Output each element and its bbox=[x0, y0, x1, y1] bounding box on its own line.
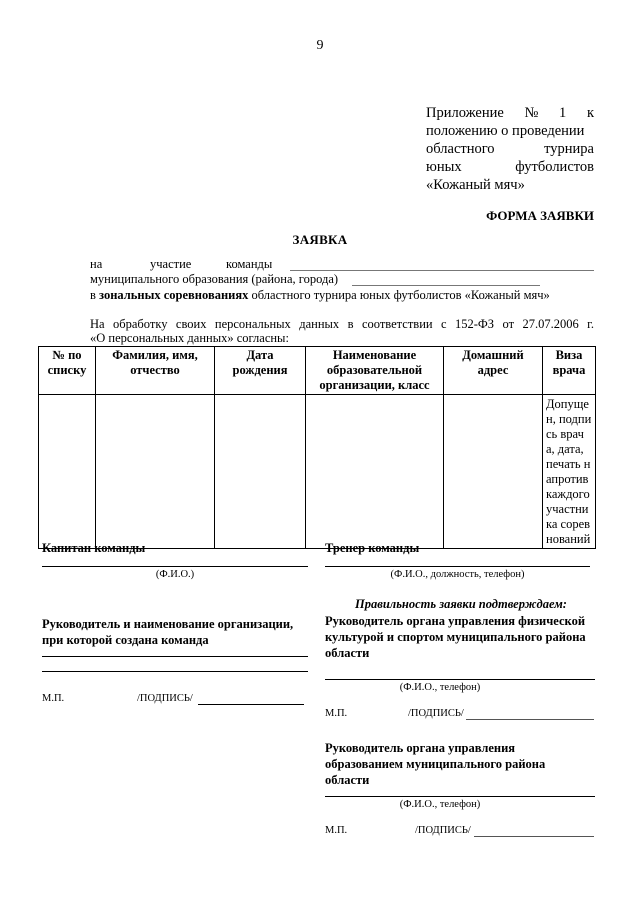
appendix-line-2: положению о проведении bbox=[426, 123, 585, 139]
table-cell[interactable] bbox=[444, 395, 543, 549]
coach-line[interactable] bbox=[325, 566, 590, 567]
municipal-name-line[interactable] bbox=[352, 285, 540, 286]
appendix-word: областного bbox=[426, 141, 495, 157]
edu-head-signature: /ПОДПИСЬ/ bbox=[415, 825, 471, 836]
appendix-word: № bbox=[524, 105, 539, 121]
org-head-signature: /ПОДПИСЬ/ bbox=[137, 693, 193, 704]
appendix-word: юных bbox=[426, 159, 462, 175]
appendix-line-4 bbox=[426, 158, 594, 176]
captain-label: Капитан команды bbox=[42, 541, 146, 555]
appendix-line-1 bbox=[426, 104, 594, 122]
edu-head-label-2: образованием муниципального района bbox=[325, 757, 546, 771]
intro-word-na: на bbox=[90, 257, 103, 271]
captain-caption: (Ф.И.О.) bbox=[155, 569, 195, 580]
municipal-label: муниципального образования (района, города) bbox=[90, 272, 339, 286]
appendix-word: к bbox=[586, 105, 594, 121]
sport-head-signature-line[interactable] bbox=[466, 719, 594, 720]
intro-word-uchastie: участие bbox=[150, 257, 192, 271]
table-cell[interactable] bbox=[39, 395, 96, 549]
table-header-cell: Наименование образовательной организации, класс bbox=[306, 347, 444, 395]
table-header-cell: Дата рождения bbox=[215, 347, 306, 395]
appendix-line-3 bbox=[426, 140, 594, 158]
tournament-name: областного турнира юных футболистов «Кожаный мяч» bbox=[251, 288, 550, 302]
page-number: 9 bbox=[316, 38, 324, 53]
edu-head-label-1: Руководитель органа управления bbox=[325, 741, 516, 755]
edu-head-signature-line[interactable] bbox=[474, 836, 594, 837]
appendix-word: Приложение bbox=[426, 105, 504, 121]
org-head-label-1: Руководитель и наименование организации, bbox=[42, 617, 294, 631]
org-head-mp: М.П. bbox=[42, 693, 65, 704]
sport-head-caption: (Ф.И.О., телефон) bbox=[399, 682, 481, 693]
captain-line[interactable] bbox=[42, 566, 308, 567]
coach-caption: (Ф.И.О., должность, телефон) bbox=[390, 569, 525, 580]
sport-head-mp: М.П. bbox=[325, 708, 348, 719]
table-header-row bbox=[39, 347, 596, 395]
edu-head-mp: М.П. bbox=[325, 825, 348, 836]
appendix-word: турнира bbox=[544, 141, 594, 157]
sport-head-label-1: Руководитель органа управления физической bbox=[325, 614, 586, 628]
table-row bbox=[39, 395, 596, 549]
edu-head-label-3: области bbox=[325, 773, 370, 787]
sport-head-label-2: культурой и спортом муниципального района bbox=[325, 630, 586, 644]
sport-head-label-3: области bbox=[325, 646, 370, 660]
doctor-visa-cell: Допущен, подпись врача, дата, печать напротив каждого участника соревнований bbox=[543, 395, 596, 549]
coach-label: Тренер команды bbox=[325, 541, 420, 555]
intro-word-komandy: команды bbox=[226, 257, 273, 271]
sport-head-signature: /ПОДПИСЬ/ bbox=[408, 708, 464, 719]
sport-head-line[interactable] bbox=[325, 679, 595, 680]
org-head-label-2: при которой создана команда bbox=[42, 633, 209, 647]
edu-head-caption: (Ф.И.О., телефон) bbox=[399, 799, 481, 810]
table-header-cell: Виза врача bbox=[543, 347, 596, 395]
org-head-line-2[interactable] bbox=[42, 671, 308, 672]
consent-line-2: «О персональных данных» согласны: bbox=[90, 331, 289, 345]
zonal-competitions: зональных соревнованиях bbox=[99, 288, 249, 302]
document-heading: ЗАЯВКА bbox=[292, 232, 348, 247]
appendix-word: 1 bbox=[559, 105, 567, 121]
table-header-cell: № по списку bbox=[39, 347, 96, 395]
tournament-line bbox=[90, 288, 550, 303]
org-head-signature-line[interactable] bbox=[198, 704, 304, 705]
org-head-line-1[interactable] bbox=[42, 656, 308, 657]
table-header-cell: Домашний адрес bbox=[444, 347, 543, 395]
in-prefix: в bbox=[90, 288, 96, 302]
table-cell[interactable] bbox=[96, 395, 215, 549]
team-name-line[interactable] bbox=[290, 270, 594, 271]
table-cell[interactable] bbox=[215, 395, 306, 549]
appendix-block bbox=[426, 104, 594, 194]
participants-table bbox=[38, 346, 596, 549]
table-header-cell: Фамилия, имя, отчество bbox=[96, 347, 215, 395]
confirm-title: Правильность заявки подтверждаем: bbox=[355, 597, 567, 611]
consent-line-1: На обработку своих персональных данных в соответствии с 152-ФЗ от 27.07.2006 г. bbox=[90, 317, 594, 331]
form-title: ФОРМА ЗАЯВКИ bbox=[486, 208, 594, 223]
appendix-line-5: «Кожаный мяч» bbox=[426, 177, 525, 193]
edu-head-line[interactable] bbox=[325, 796, 595, 797]
appendix-word: футболистов bbox=[515, 159, 594, 175]
table-cell[interactable] bbox=[306, 395, 444, 549]
